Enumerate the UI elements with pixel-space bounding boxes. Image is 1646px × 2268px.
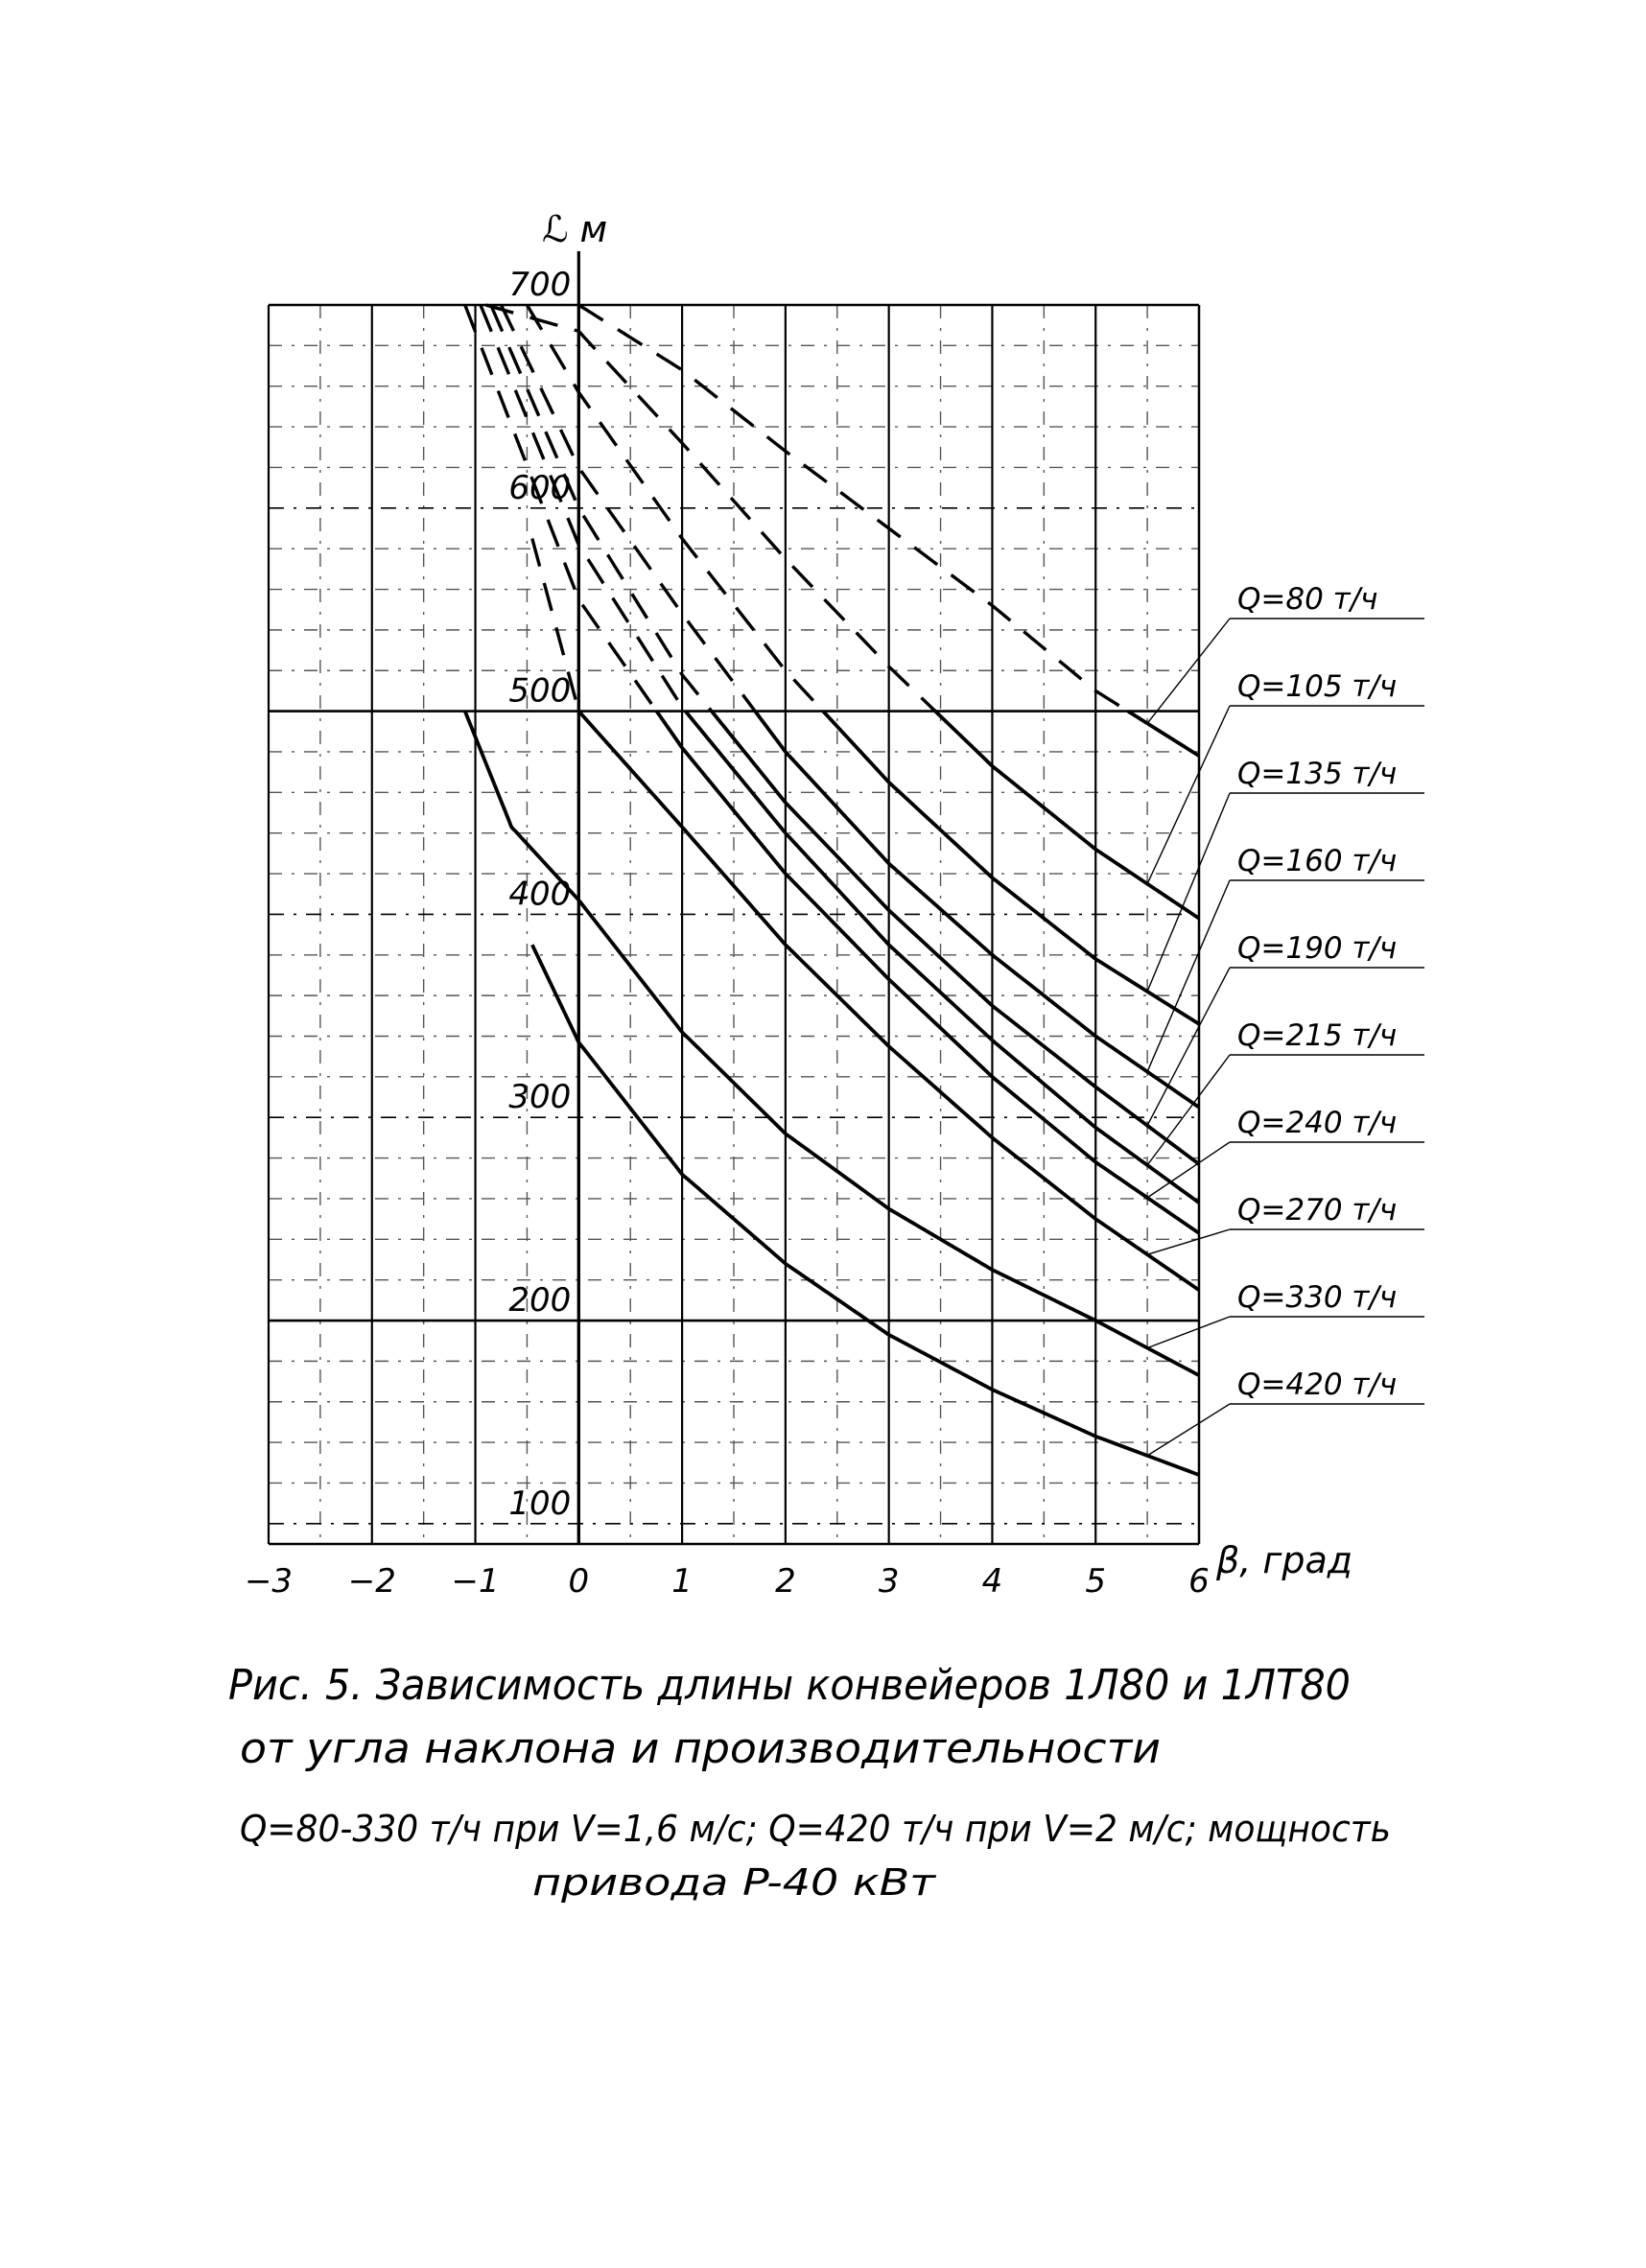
series-label-4: Q=160 т/ч: [1237, 844, 1398, 878]
caption-line-4: привода P-40 кВт: [532, 1861, 938, 1904]
plot-grid: [269, 305, 1199, 1544]
x-axis-title: β, град: [1216, 1539, 1353, 1581]
y-tick-label: 700: [508, 266, 572, 304]
x-tick-label: 0: [568, 1562, 590, 1601]
x-tick-label: −3: [244, 1562, 294, 1601]
series-leader-line: [1147, 1229, 1230, 1254]
y-axis-title: ℒ м: [542, 208, 608, 250]
series-leader-line: [1147, 1055, 1230, 1165]
x-tick-label: −2: [347, 1562, 396, 1601]
series-label-7: Q=240 т/ч: [1237, 1106, 1398, 1140]
plot-series: [465, 305, 1199, 1475]
x-tick-label: 3: [878, 1562, 900, 1601]
series-leader-line: [1147, 880, 1230, 1072]
series-leader-line: [1147, 1142, 1230, 1198]
series-label-1: Q=80 т/ч: [1237, 582, 1378, 617]
x-tick-label: 5: [1085, 1562, 1107, 1601]
y-tick-label: 100: [508, 1484, 572, 1523]
series-2-curve: [935, 711, 1199, 918]
y-tick-label: 500: [508, 671, 572, 711]
series-1-curve: [1128, 712, 1199, 757]
series-3-curve: [823, 712, 1199, 1024]
series-label-5: Q=190 т/ч: [1237, 931, 1398, 966]
series-label-3: Q=135 т/ч: [1237, 757, 1398, 791]
caption-line-2: от угла наклона и производительности: [240, 1724, 1161, 1773]
y-tick-label: 600: [508, 468, 572, 507]
x-tick-label: 2: [775, 1562, 796, 1601]
y-tick-label: 200: [508, 1281, 572, 1321]
x-tick-label: 4: [981, 1562, 1003, 1601]
y-tick-label: 300: [508, 1078, 572, 1117]
x-tick-label: −1: [451, 1562, 500, 1601]
x-tick-label: 6: [1188, 1562, 1210, 1601]
series-label-10: Q=420 т/ч: [1237, 1368, 1398, 1402]
plot-labels: [245, 266, 1397, 1601]
caption-line-3: Q=80-330 т/ч при V=1,6 м/с; Q=420 т/ч при V=2 м/с; мощность: [240, 1808, 1391, 1850]
y-tick-label: 400: [508, 875, 572, 914]
series-label-9: Q=330 т/ч: [1237, 1280, 1398, 1315]
series-label-2: Q=105 т/ч: [1237, 669, 1398, 704]
x-tick-label: 1: [671, 1562, 693, 1601]
series-label-8: Q=270 т/ч: [1237, 1193, 1398, 1228]
caption-line-1: Рис. 5. Зависимость длины конвейеров 1Л80 и 1ЛТ80: [228, 1661, 1351, 1710]
series-label-6: Q=215 т/ч: [1237, 1018, 1398, 1053]
series-9-curve: [465, 712, 1199, 1376]
series-6-curve: [686, 712, 1199, 1204]
series-leader-line: [1147, 1404, 1230, 1456]
